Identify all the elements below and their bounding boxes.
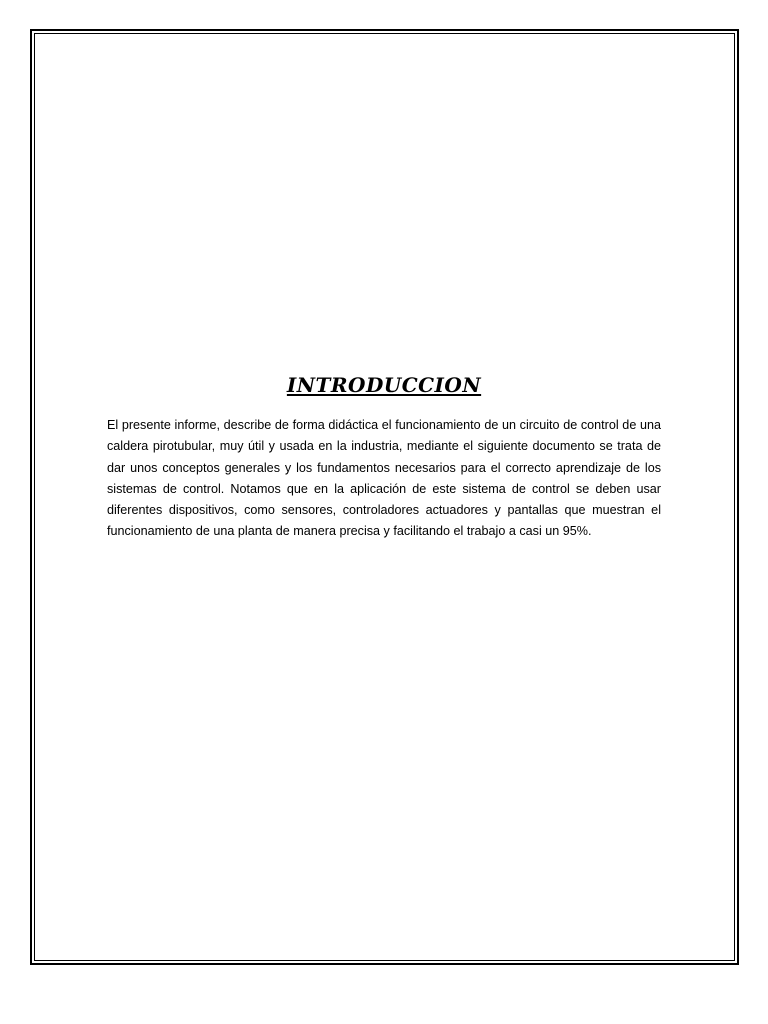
page-title: INTRODUCCION: [286, 373, 482, 397]
introduction-paragraph: El presente informe, describe de forma didáctica el funcionamiento de un circuito de control de una caldera pirotubular, muy útil y usada en la industria, mediante el siguiente documento se trata de dar unos conceptos generales y los fundamentos necesarios para el correcto aprendizaje de los sistemas de control. Notamos que en la aplicación de este sistema de control se deben usar diferentes dispositivos, como sensores, controladores actuadores y pantallas que muestran el funcionamiento de una planta de manera precisa y facilitando el trabajo a casi un 95%.: [107, 418, 661, 539]
